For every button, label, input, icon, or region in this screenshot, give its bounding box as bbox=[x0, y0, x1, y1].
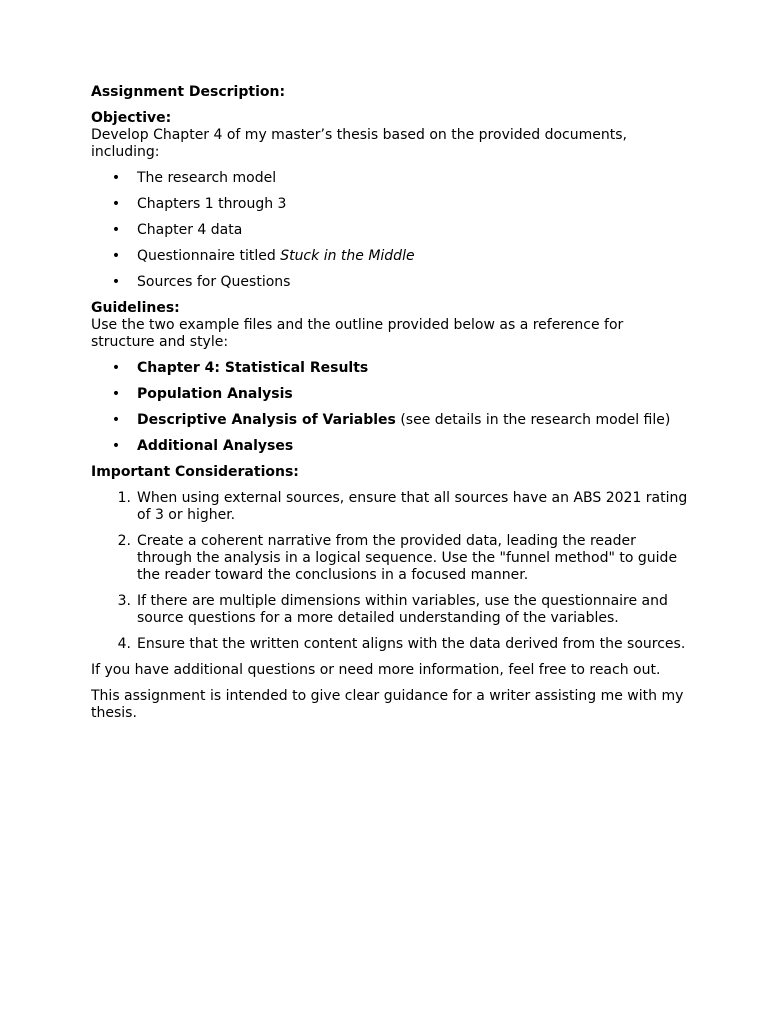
list-item-text: Chapters 1 through 3 bbox=[137, 196, 287, 212]
list-number: 3. bbox=[117, 593, 131, 609]
list-item bbox=[91, 360, 691, 377]
list-item bbox=[91, 222, 691, 239]
closing-paragraph-1: If you have additional questions or need more information, feel free to reach out. bbox=[91, 662, 661, 678]
list-item-text: Chapter 4 data bbox=[137, 222, 243, 238]
document-title: Assignment Description: bbox=[91, 84, 286, 100]
list-item bbox=[91, 490, 691, 524]
list-item bbox=[91, 274, 691, 291]
guidelines-text: Use the two example files and the outline provided below as a reference for structure and style: bbox=[91, 317, 624, 350]
guidelines-list bbox=[91, 360, 691, 455]
list-item-text: When using external sources, ensure that all sources have an ABS 2021 rating of 3 or higher. bbox=[137, 490, 688, 523]
list-item bbox=[91, 438, 691, 455]
objective-text: Develop Chapter 4 of my master’s thesis based on the provided documents, including: bbox=[91, 127, 627, 160]
list-item-text: Create a coherent narrative from the provided data, leading the reader through the analysis in a logical sequence. Use the "funnel method" to guide the reader toward the conclusions in a focused manner. bbox=[137, 533, 678, 583]
bullet-icon: • bbox=[111, 170, 121, 186]
closing-paragraph-2: This assignment is intended to give clear guidance for a writer assisting me with my thesis. bbox=[91, 688, 684, 721]
bullet-icon: • bbox=[111, 438, 121, 454]
considerations-heading: Important Considerations: bbox=[91, 464, 299, 480]
list-item-text: Ensure that the written content aligns with the data derived from the sources. bbox=[137, 636, 686, 652]
list-item-bold: Descriptive Analysis of Variables bbox=[137, 412, 396, 428]
objective-heading: Objective: bbox=[91, 110, 172, 126]
bullet-icon: • bbox=[111, 222, 121, 238]
list-number: 2. bbox=[117, 533, 131, 549]
list-item-bold: Chapter 4: Statistical Results bbox=[137, 360, 369, 376]
bullet-icon: • bbox=[111, 412, 121, 428]
list-number: 1. bbox=[117, 490, 131, 506]
list-number: 4. bbox=[117, 636, 131, 652]
list-item-bold: Additional Analyses bbox=[137, 438, 294, 454]
bullet-icon: • bbox=[111, 360, 121, 376]
list-item-bold: Population Analysis bbox=[137, 386, 293, 402]
list-item-text: Questionnaire titled bbox=[137, 248, 281, 264]
bullet-icon: • bbox=[111, 248, 121, 264]
guidelines-heading: Guidelines: bbox=[91, 300, 180, 316]
bullet-icon: • bbox=[111, 274, 121, 290]
list-item bbox=[91, 412, 691, 429]
list-item bbox=[91, 196, 691, 213]
bullet-icon: • bbox=[111, 196, 121, 212]
list-item-text: Sources for Questions bbox=[137, 274, 291, 290]
list-item-text: The research model bbox=[137, 170, 277, 186]
list-item bbox=[91, 248, 691, 265]
considerations-list bbox=[91, 490, 691, 653]
list-item bbox=[91, 636, 691, 653]
list-item bbox=[91, 593, 691, 627]
list-item bbox=[91, 386, 691, 403]
document-page bbox=[91, 84, 691, 731]
objective-list bbox=[91, 170, 691, 291]
questionnaire-title: Stuck in the Middle bbox=[280, 248, 415, 264]
list-item bbox=[91, 533, 691, 584]
list-item-text: (see details in the research model file) bbox=[395, 412, 671, 428]
bullet-icon: • bbox=[111, 386, 121, 402]
list-item-text: If there are multiple dimensions within variables, use the questionnaire and source questions for a more detailed understanding of the variables. bbox=[137, 593, 668, 626]
list-item bbox=[91, 170, 691, 187]
